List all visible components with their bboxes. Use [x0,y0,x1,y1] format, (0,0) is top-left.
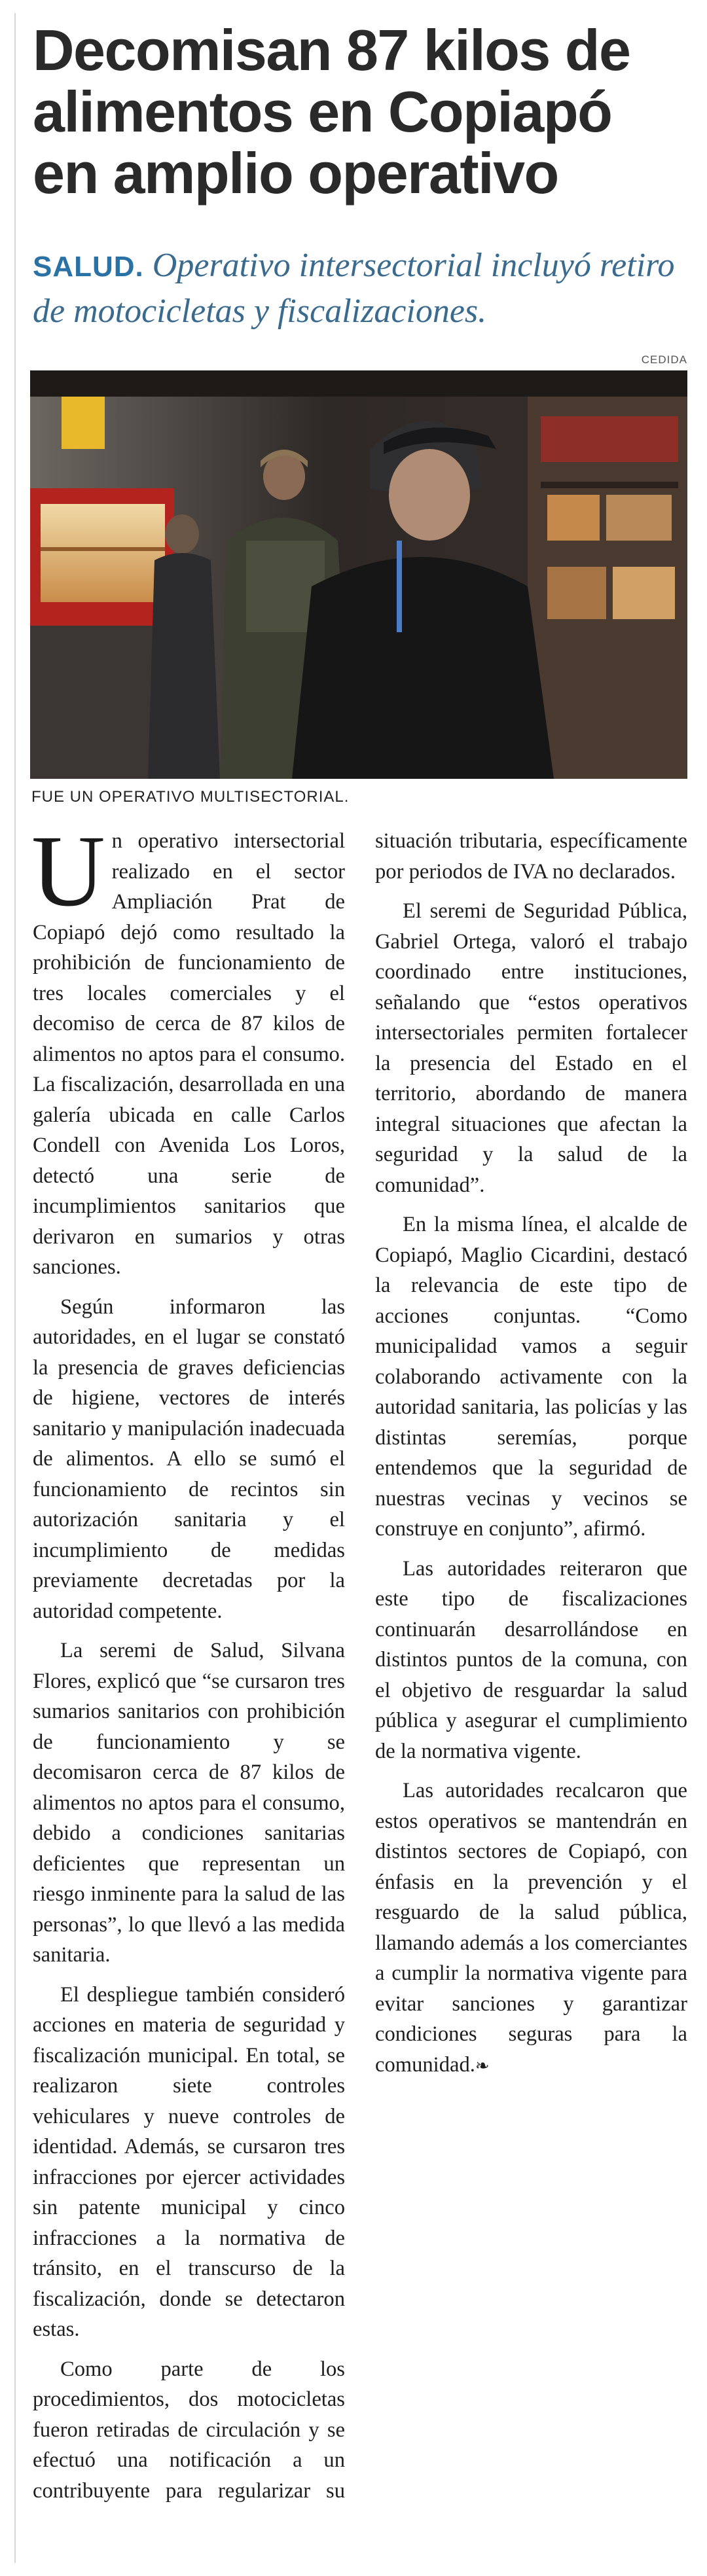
end-mark-icon: ❧ [475,2056,490,2076]
news-photo [30,370,687,779]
paragraph-4: El despliegue también consideró acciones en materia de seguridad y fiscalización municipal. En total, se realizaron siete controles vehiculares y nueve controles de identidad. Además, se cursaron tres infracciones por ejercer actividades sin patente municipal y cinco infracciones a la normativa de tránsito, en el transcurso de la fiscalización, donde se detectaron estas. [33,1982,345,2341]
paragraph-9: Las autoridades recalcaron que estos operativos se mantendrán en distintos sectores de Copiapó, con énfasis en la prevención y el resguardo de la salud pública, llamando además a los comerciantes a cumplir la normativa vigente para evitar sanciones y garantizar condiciones seguras para la comunidad.❧ [375,1779,687,2077]
paragraph-2: Según informaron las autoridades, en el lugar se constató la presencia de graves deficiencias de higiene, vectores de interés sanitario y manipulación inadecuada de alimentos. A ello se sumó el funcionamiento de recintos sin autorización sanitaria y el incumplimiento de medidas previamente decretadas por la autoridad competente. [33,1295,345,1623]
photo-caption: FUE UN OPERATIVO MULTISECTORIAL. [31,788,350,806]
paragraph-6: El seremi de Seguridad Pública, Gabriel Ortega, valoró el trabajo coordinado entre instituciones, señalando que “estos operativos intersectoriales permiten fortalecer la presencia del Estado en el territorio, abordando de manera integral situaciones que afectan la seguridad y la salud de la comunidad”. [375,899,687,1197]
left-margin-rule [14,13,16,2563]
paragraph-8: Las autoridades reiteraron que este tipo de fiscalizaciones continuarán desarrollándose en distintos puntos de la comuna, con el objetivo de resguardar la salud pública y asegurar el cumplimiento de la normativa vigente. [375,1556,687,1763]
deck [33,243,687,334]
article-body [31,814,687,2554]
drop-cap: U [31,814,105,927]
photo-credit: CEDIDA [641,353,687,366]
headline: Decomisan 87 kilos de alimentos en Copiapó en amplio operativo [33,18,630,206]
paragraph-1: Un operativo intersectorial realizado en el sector Ampliación Prat de Copiapó dejó como resultado la prohibición de funcionamiento de tres locales comerciales y el decomiso de cerca de 87 kilos de alimentos no aptos para el consumo. La fiscalización, desarrollada en una galería ubicada en calle Carlos Condell con Avenida Los Loros, detectó una serie de incumplimientos sanitarios que derivaron en sumarios y otras sanciones. [31,814,345,1279]
paragraph-5: Como parte de los procedimientos, dos motocicletas fueron retiradas de circulación y se efectuó una notificación a un contribuyente para regularizar su situación tributaria, específicamente por periodos de IVA no declarados. [33,829,687,2503]
paragraph-7: En la misma línea, el alcalde de Copiapó, Maglio Cicardini, destacó la relevancia de este tipo de acciones conjuntas. “Como municipalidad vamos a seguir colaborando activamente con la autoridad sanitaria, las policías y las distintas seremías, porque entendemos que la seguridad de nuestras vecinas y vecinos se construye en conjunto”, afirmó. [375,1213,687,1541]
section-kicker: SALUD. [33,251,144,283]
deck-text: Operativo intersectorial incluyó retiro de motocicletas y fiscalizaciones. [33,247,675,330]
paragraph-3: La seremi de Salud, Silvana Flores, explicó que “se cursaron tres sumarios sanitarios con prohibición de funcionamiento y se decomisaron cerca de 87 kilos de alimentos no aptos para el consumo, debido a condiciones sanitarias deficientes que representan un riesgo inminente para la salud de las personas”, lo que llevó a las medida sanitaria. [33,1639,345,1967]
